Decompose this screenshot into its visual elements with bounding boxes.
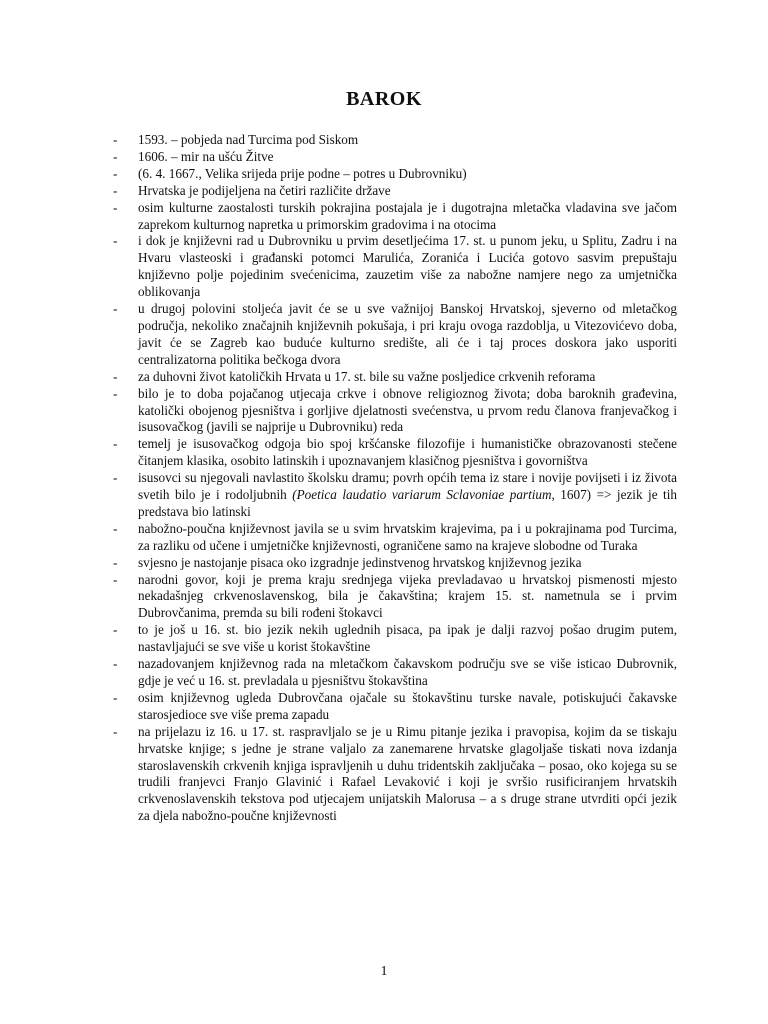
list-item-text: nazadovanjem književnog rada na mletačkom čakavskom području sve se više isticao Dubrovnik, gdje je već u 16. st. prevladala u pjesništvu štokavština (138, 656, 677, 688)
list-item (113, 200, 677, 234)
bullet-dash: - (113, 520, 118, 536)
bullet-dash: - (113, 689, 118, 705)
list-item (113, 572, 677, 623)
list-item (113, 436, 677, 470)
list-item-italic-title: (Poetica laudatio variarum Sclavoniae partium, (292, 487, 555, 503)
list-item-text: narodni govor, koji je prema kraju srednjega vijeka prevladavao u hrvatskoj pismenosti mjesto nekadašnjeg crkvenoslavenskog, bila je čakavština; krajem 15. st. nametnula se i prvim Dubrovčanima, premda su bili rođeni štokavci (138, 571, 677, 621)
bullet-dash: - (113, 723, 118, 739)
bullet-list (113, 132, 677, 825)
bullet-dash: - (113, 554, 118, 570)
list-item-text: (6. 4. 1667., Velika srijeda prije podne – potres u Dubrovniku) (138, 165, 467, 181)
list-item (113, 724, 677, 825)
list-item (113, 233, 677, 301)
list-item-text: osim kulturne zaostalosti turskih pokrajina postajala je i dugotrajna mletačka vladavina sve jačom zaprekom kulturnog napretka u primorskim gradovima i na otocima (138, 199, 677, 232)
bullet-dash: - (113, 199, 118, 215)
list-item-text: isusovci su njegovali navlastito školsku dramu; povrh općih tema iz stare i novije povijseti i iz života svetih bilo je i rodoljubnih (138, 470, 677, 503)
list-item-text: bilo je to doba pojačanog utjecaja crkve i obnove religioznog života; doba baroknih građevina, katolički obojenog pjesništva i gorljive djelatnosti svećenstva, u prvom redu članova franjevačkog i isusovačkog (javili se najprije u Dubrovniku) reda (138, 385, 677, 435)
bullet-dash: - (113, 233, 118, 249)
list-item (113, 149, 677, 166)
list-item (113, 369, 677, 386)
list-item-text: svjesno je nastojanje pisaca oko izgradnje jedinstvenog hrvatskog književnog jezika (138, 554, 582, 570)
list-item-text: nabožno-poučna književnost javila se u svim hrvatskim krajevima, pa i u pokrajinama pod Turcima, za razliku od učene i umjetničke književnosti, ograničene samo na krajeve slobodne od Turaka (138, 520, 677, 553)
bullet-dash: - (113, 622, 118, 638)
list-item (113, 132, 677, 149)
document-title: BAROK (346, 88, 422, 110)
list-item-text: to je još u 16. st. bio jezik nekih uglednih pisaca, pa ipak je dalji razvoj pošao drugim putem, nastavljajući se sve više u korist štokavštine (138, 622, 677, 655)
bullet-dash: - (113, 470, 118, 486)
bullet-dash: - (113, 656, 118, 672)
bullet-dash: - (113, 436, 118, 452)
list-item (113, 470, 677, 521)
list-item-text: na prijelazu iz 16. u 17. st. raspravljalo se je u Rimu pitanje jezika i pravopisa, kojim da se tiskaju hrvatske knjige; s jedne je strane valjalo za zanemarene hrvatske glagoljaše tiskati nova izdanja staroslavenskih crkvenih knjiga ispravljenih u duhu tridentskih zaključaka – posao, oko kojega su se trudili franjevci Franjo Glavinić i Rafael Levaković i koji je svršio rusificiranjem hrvatskih crkvenoslavenskih tekstova pod utjecajem unijatskih Malorusa – a s druge strane utvrditi opći jezik za djela nabožno-poučne književnosti (138, 723, 677, 824)
list-item-text: i dok je književni rad u Dubrovniku u prvim desetljećima 17. st. u punom jeku, u Splitu, Zadru i na Hvaru vlasteoski i građanski potomci Marulića, Zoranića i Lucića gotovo sasvim prepuštaju književno polje pojedinim svećenicima, zauzetim više za nabožne namjere nego za umjetnička oblikovanja (138, 233, 677, 300)
bullet-dash: - (113, 182, 118, 198)
list-item-text: 1593. – pobjeda nad Turcima pod Siskom (138, 132, 359, 147)
list-item (113, 690, 677, 724)
list-item-text: za duhovni život katoličkih Hrvata u 17. st. bile su važne posljedice crkvenih reforama (138, 368, 596, 384)
list-item-text: 1606. – mir na ušću Žitve (138, 148, 274, 164)
list-item (113, 166, 677, 183)
list-item-text: 1607) => jezik je tih predstava bio latinski (138, 487, 677, 519)
page-number: 1 (380, 964, 388, 979)
list-item (113, 386, 677, 437)
bullet-dash: - (113, 148, 118, 164)
list-item-text: temelj je isusovačkog odgoja bio spoj kršćanske filozofije i humanističke obrazovanosti stečene čitanjem klasika, osobito latinskih i upoznavanjem klasičnog pjesništva i govorništva (138, 436, 677, 469)
list-item-text: osim književnog ugleda Dubrovčana ojačale su štokavštinu turske navale, potiskujući čakavske starosjedioce sve više prema zapadu (138, 689, 677, 722)
bullet-dash: - (113, 132, 118, 147)
list-item (113, 656, 677, 690)
bullet-dash: - (113, 301, 118, 317)
list-item-text: Hrvatska je podijeljena na četiri različite države (138, 182, 391, 198)
list-item (113, 301, 677, 369)
bullet-dash: - (113, 571, 118, 587)
bullet-dash: - (113, 165, 118, 181)
list-item-text: u drugoj polovini stoljeća javit će se u sve važnijoj Banskoj Hrvatskoj, sjeverno od mletačkog područja, nekoliko značajnih književnih pokušaja, i pri kraju ovoga razdoblja, u Vitezovićevo doba, javit će se Zagreb kao buduće kulturno središte, ali će i taj proces doskora jako usporiti centralizatorna politika bečkoga dvora (138, 301, 677, 367)
bullet-dash: - (113, 368, 118, 384)
bullet-dash: - (113, 385, 118, 401)
list-item (113, 183, 677, 200)
list-item (113, 622, 677, 656)
list-item (113, 555, 677, 572)
list-item (113, 521, 677, 555)
